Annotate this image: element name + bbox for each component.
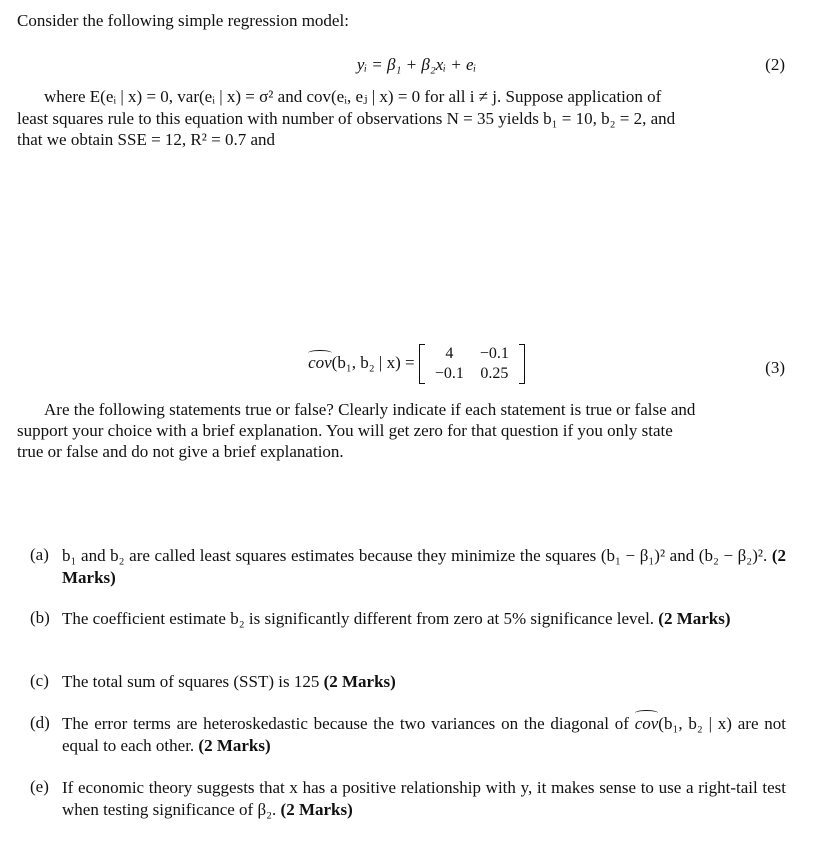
cov-hat-function: cov bbox=[308, 352, 332, 372]
matrix-cell-12: −0.1 bbox=[479, 345, 509, 362]
regression-equation: yᵢ = β₁ + β₂xᵢ + eᵢ bbox=[356, 55, 477, 74]
question-label: (c) bbox=[30, 671, 49, 690]
question-marks: (2 Marks) bbox=[280, 800, 353, 819]
matrix-cell-11: 4 bbox=[445, 345, 454, 362]
question-marks: (2 Marks) bbox=[62, 546, 787, 587]
paragraph2-line3: true or false and do not give a brief explanation. bbox=[17, 442, 344, 461]
question-text-before: The error terms are heteroskedastic because the two variances on the diagonal of bbox=[62, 714, 629, 733]
question-text: The total sum of squares (SST) is 125 bbox=[62, 672, 320, 691]
equation-3 bbox=[0, 344, 833, 384]
paragraph1-line1: where E(eᵢ | x) = 0, var(eᵢ | x) = σ² and cov(eᵢ, eⱼ | x) = 0 for all i ≠ j. Suppose application of bbox=[44, 87, 662, 106]
paragraph2-line1: Are the following statements true or false? Clearly indicate if each statement is true or false and bbox=[44, 400, 696, 419]
question-text: If economic theory suggests that x has a positive relationship with y, it makes sense to use a right-tail test when testing significance of β₂. bbox=[62, 778, 786, 819]
covariance-matrix bbox=[419, 344, 525, 384]
question-label: (a) bbox=[30, 545, 49, 564]
matrix-cell-21: −0.1 bbox=[434, 365, 464, 382]
equation-2 bbox=[0, 55, 833, 75]
question-text: b₁ and b₂ are called least squares estimates because they minimize the squares (b₁ − β₁)² and (b₂ − β₂)². bbox=[62, 546, 768, 565]
cov-hat-function: cov bbox=[634, 714, 659, 733]
question-label: (b) bbox=[30, 608, 50, 627]
paragraph2-line2: support your choice with a brief explanation. You will get zero for that question if you only state bbox=[17, 421, 673, 440]
question-text-after: (b₁, b₂ | x) are not equal to each other. bbox=[62, 714, 787, 755]
equation-3-number: (3) bbox=[765, 358, 785, 377]
equation-2-number: (2) bbox=[765, 55, 785, 74]
question-text: The coefficient estimate b₂ is significantly different from zero at 5% significance level. bbox=[62, 609, 655, 628]
question-marks: (2 Marks) bbox=[198, 736, 271, 755]
intro-text: Consider the following simple regression model: bbox=[17, 11, 349, 30]
question-marks: (2 Marks) bbox=[323, 672, 396, 691]
question-label: (d) bbox=[30, 713, 50, 732]
matrix-cell-22: 0.25 bbox=[480, 365, 509, 382]
question-label: (e) bbox=[30, 777, 49, 796]
cov-args: (b₁, b₂ | x) = bbox=[331, 352, 415, 372]
paragraph1-line3: that we obtain SSE = 12, R² = 0.7 and bbox=[17, 130, 276, 149]
question-marks: (2 Marks) bbox=[658, 609, 731, 628]
paragraph1-line2: least squares rule to this equation with number of observations N = 35 yields b₁ = 10, b₂ = 2, and bbox=[17, 109, 676, 128]
